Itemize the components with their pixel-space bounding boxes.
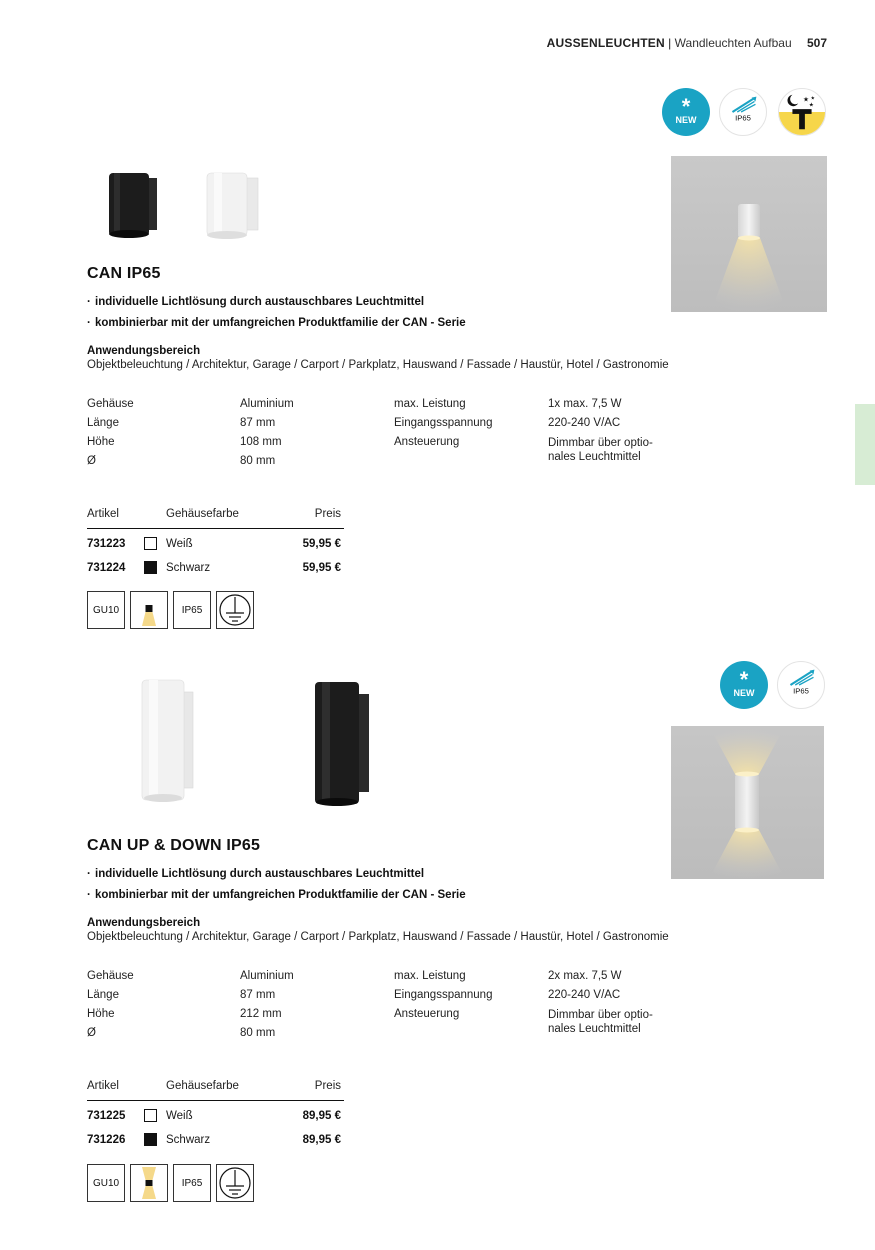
protection-class-earth-icon (216, 1164, 254, 1202)
column-header-price: Preis (314, 508, 341, 520)
article-table-header (87, 1080, 344, 1101)
ip65-rating-icon (173, 1164, 211, 1202)
feature-item: · kombinierbar mit der umfangreichen Produktfamilie der CAN - Serie (87, 889, 466, 901)
product-image-white (139, 676, 197, 804)
new-badge (720, 661, 768, 709)
column-header-color: Gehäusefarbe (166, 508, 239, 520)
feature-text: individuelle Lichtlösung durch austauschbares Leuchtmittel (95, 296, 425, 308)
ip-label: IP65 (181, 604, 203, 616)
spec-value: 2x max. 7,5 W (548, 970, 622, 982)
spec-value: 220-240 V/AC (548, 989, 621, 1001)
column-header-article: Artikel (87, 508, 119, 520)
spec-labels-left (87, 395, 227, 471)
header-subcategory: Wandleuchten Aufbau (674, 36, 792, 50)
spec-label: Eingangsspannung (394, 417, 493, 429)
ip65-rating-icon (173, 591, 211, 629)
spec-label: Ø (87, 455, 96, 467)
spec-value: Aluminium (240, 970, 294, 982)
ip65-spray-icon (777, 661, 825, 709)
new-badge-label: NEW (675, 114, 697, 125)
spec-label: Höhe (87, 1008, 115, 1020)
application-text: Objektbeleuchtung / Architektur, Garage / Carport / Parkplatz, Hauswand / Fassade / Haustür, Hotel / Gastronomie (87, 931, 669, 943)
spec-value: Dimmbar über optio-nales Leuchtmittel (548, 1009, 653, 1035)
ip-label: IP65 (181, 1177, 203, 1189)
spec-label: Gehäuse (87, 970, 134, 982)
page-header (547, 36, 827, 50)
spec-value: 80 mm (240, 1027, 276, 1039)
color-swatch-white (144, 537, 157, 550)
article-number: 731226 (87, 1134, 126, 1146)
product-title: CAN IP65 (87, 265, 161, 282)
product-image-black (311, 678, 373, 808)
feature-text: kombinierbar mit der umfangreichen Produktfamilie der CAN - Serie (95, 317, 466, 329)
spec-value: 80 mm (240, 455, 276, 467)
light-up-down-icon (130, 1164, 168, 1202)
table-row (87, 538, 344, 562)
socket-gu10-icon (87, 1164, 125, 1202)
spec-values-left (240, 967, 380, 1043)
spec-value: 87 mm (240, 989, 276, 1001)
spec-label: Ø (87, 1027, 96, 1039)
feature-item: · individuelle Lichtlösung durch austauschbares Leuchtmittel (87, 296, 425, 308)
application-heading: Anwendungsbereich (87, 917, 201, 929)
article-table-header (87, 508, 344, 529)
header-category: AUSSENLEUCHTEN (546, 36, 665, 50)
socket-gu10-icon (87, 591, 125, 629)
asterisk-icon: * (739, 666, 749, 692)
spec-value: Aluminium (240, 398, 294, 410)
svg-text:★: ★ (808, 102, 814, 109)
feature-text: kombinierbar mit der umfangreichen Produktfamilie der CAN - Serie (95, 889, 466, 901)
product-title: CAN UP & DOWN IP65 (87, 837, 261, 854)
spec-value: 212 mm (240, 1008, 282, 1020)
housing-color: Schwarz (166, 562, 211, 574)
color-swatch-white (144, 1109, 157, 1122)
article-price: 59,95 € (302, 562, 341, 574)
socket-label: GU10 (92, 1177, 120, 1189)
feature-text: individuelle Lichtlösung durch austauschbares Leuchtmittel (95, 868, 425, 880)
socket-label: GU10 (92, 604, 120, 616)
spec-values-right (548, 395, 673, 464)
color-swatch-black (144, 561, 157, 574)
column-header-color: Gehäusefarbe (166, 1080, 239, 1092)
spec-labels-right (394, 395, 539, 452)
spec-label: Gehäuse (87, 398, 134, 410)
spec-value: 220-240 V/AC (548, 417, 621, 429)
article-table (87, 1080, 344, 1158)
article-table (87, 508, 344, 586)
application-text: Objektbeleuchtung / Architektur, Garage / Carport / Parkplatz, Hauswand / Fassade / Haustür, Hotel / Gastronomie (87, 359, 669, 371)
ip65-badge-label: IP65 (793, 686, 809, 696)
spec-label: Eingangsspannung (394, 989, 493, 1001)
article-price: 89,95 € (302, 1134, 341, 1146)
spec-label: max. Leistung (394, 398, 466, 410)
spec-value: Dimmbar über optio-nales Leuchtmittel (548, 437, 653, 463)
product-ambient-photo (671, 726, 824, 879)
article-price: 89,95 € (302, 1110, 341, 1122)
chapter-side-tab (855, 404, 875, 485)
ip65-spray-icon (719, 88, 767, 136)
spec-value: 108 mm (240, 436, 282, 448)
header-separator: | (668, 36, 672, 50)
spec-label: Höhe (87, 436, 115, 448)
spec-value: 1x max. 7,5 W (548, 398, 622, 410)
spec-label: Ansteuerung (394, 1008, 460, 1020)
application-heading: Anwendungsbereich (87, 345, 201, 357)
new-badge-label: NEW (733, 687, 755, 698)
housing-color: Weiß (166, 1110, 193, 1122)
asterisk-icon: * (681, 93, 691, 119)
housing-color: Weiß (166, 538, 193, 550)
table-row (87, 1110, 344, 1134)
column-header-article: Artikel (87, 1080, 119, 1092)
column-header-price: Preis (314, 1080, 341, 1092)
product-image-black (104, 168, 160, 242)
svg-text:★: ★ (802, 95, 809, 104)
table-row (87, 1134, 344, 1158)
housing-color: Schwarz (166, 1134, 211, 1146)
spec-label: max. Leistung (394, 970, 466, 982)
spec-values-right (548, 967, 673, 1036)
spec-labels-left (87, 967, 227, 1043)
ip65-badge-label: IP65 (735, 113, 751, 123)
article-number: 731225 (87, 1110, 126, 1122)
spec-label: Länge (87, 417, 119, 429)
spec-value: 87 mm (240, 417, 276, 429)
article-price: 59,95 € (302, 538, 341, 550)
svg-text:★: ★ (810, 96, 815, 102)
spec-label: Ansteuerung (394, 436, 460, 448)
feature-item: · individuelle Lichtlösung durch austauschbares Leuchtmittel (87, 868, 425, 880)
table-row (87, 562, 344, 586)
light-down-icon (130, 591, 168, 629)
spec-labels-right (394, 967, 539, 1024)
spec-label: Länge (87, 989, 119, 1001)
article-number: 731223 (87, 538, 126, 550)
feature-item: · kombinierbar mit der umfangreichen Produktfamilie der CAN - Serie (87, 317, 466, 329)
product-ambient-photo (671, 156, 827, 312)
article-number: 731224 (87, 562, 126, 574)
protection-class-earth-icon (216, 591, 254, 629)
day-night-sensor-icon (778, 88, 826, 136)
new-badge (662, 88, 710, 136)
spec-values-left (240, 395, 380, 471)
page-number: 507 (806, 36, 827, 50)
product-image-white (202, 168, 262, 244)
color-swatch-black (144, 1133, 157, 1146)
